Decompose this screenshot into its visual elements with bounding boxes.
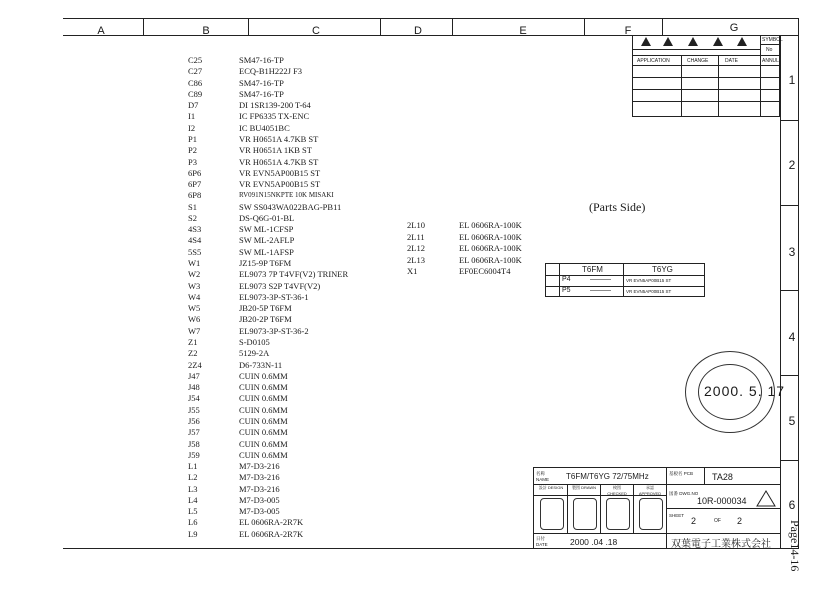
sheet-total: 2 — [737, 516, 743, 526]
part-ref: W2 — [188, 269, 201, 280]
column-header-c: C — [312, 25, 320, 37]
drawing-number-label: 図番 DWG.NO — [669, 491, 699, 496]
part-value: VR H0651A 4.7KB ST — [239, 156, 319, 167]
part-value: EF0EC6004T4 — [459, 266, 511, 277]
date-label: 日付 DATE — [536, 536, 548, 547]
variant-table — [545, 263, 705, 297]
part-ref: J55 — [188, 404, 200, 415]
column-header-b: B — [202, 25, 210, 37]
signature-seal-icon — [573, 498, 597, 530]
part-ref: P2 — [188, 145, 197, 156]
part-value: JB20-2P T6FM — [239, 314, 292, 325]
part-ref: P3 — [188, 156, 197, 167]
signature-seal-icon — [606, 498, 630, 530]
part-ref: L6 — [188, 517, 198, 528]
part-ref: 2Z4 — [188, 359, 202, 370]
column-header-a: A — [97, 25, 105, 37]
part-value: EL9073 S2P T4VF(V2) — [239, 280, 321, 291]
part-value: VR H0651A 1KB ST — [239, 145, 312, 156]
signature-seal-icon — [639, 498, 663, 530]
part-ref: 4S4 — [188, 235, 202, 246]
title-model-value: TA28 — [712, 472, 733, 482]
part-ref: 2L10 — [407, 220, 425, 230]
part-value: SW ML-2AFLP — [239, 235, 295, 246]
revision-triangle-icon — [688, 37, 698, 46]
revision-triangle-icon — [737, 37, 747, 46]
variant-row-t6fm: ——— — [590, 276, 611, 283]
part-ref: J54 — [188, 393, 200, 404]
part-ref: C27 — [188, 66, 203, 77]
part-ref: 4S3 — [188, 224, 202, 235]
part-ref: 2L11 — [407, 231, 425, 242]
part-value: M7-D3-216 — [239, 472, 280, 483]
part-value: VR EVN5AP00B15 ST — [239, 167, 321, 178]
variant-row-t6yg: VR EVN5AP00B15 ST — [626, 278, 672, 283]
part-ref: S2 — [188, 212, 197, 223]
revision-header-application: APPLICATION — [637, 58, 670, 64]
part-value: CUIN 0.6MM — [239, 382, 288, 393]
part-value: RV091N15NKPTE 10K MISAKI — [239, 191, 334, 200]
part-value: CUIN 0.6MM — [239, 449, 288, 460]
part-value: CUIN 0.6MM — [239, 415, 288, 426]
variant-header-t6yg: T6YG — [652, 265, 673, 274]
part-value: EL 0606RA-100K — [459, 220, 522, 230]
part-value: EL 0606RA-100K — [459, 254, 522, 265]
title-block — [533, 467, 780, 548]
part-ref: L4 — [188, 494, 198, 505]
part-value: CUIN 0.6MM — [239, 438, 288, 449]
part-ref: W3 — [188, 280, 201, 291]
company-name: 双葉電子工業株式会社 — [671, 539, 771, 550]
part-value: SW ML-1AFSP — [239, 246, 294, 257]
no-label: No — [766, 47, 773, 53]
part-value: EL 0606RA-100K — [459, 243, 522, 254]
part-value: DI 1SR139-200 T-64 — [239, 100, 311, 111]
part-value: CUIN 0.6MM — [239, 393, 288, 404]
part-ref: W5 — [188, 303, 201, 314]
column-header-e: E — [519, 25, 527, 37]
part-value: D6-733N-11 — [239, 359, 283, 370]
column-header-f: F — [624, 25, 632, 37]
date-value: 2000 .04 .18 — [570, 537, 618, 547]
part-value: SW SS043WA022BAG-PB11 — [239, 201, 342, 212]
part-value: EL 0606RA-2R7K — [239, 517, 304, 528]
part-ref: J56 — [188, 415, 200, 426]
part-ref: L1 — [188, 461, 198, 472]
part-value: VR H0651A 4.7KB ST — [239, 133, 319, 144]
approval-label-checked: 検図 CHECKED — [607, 485, 627, 496]
part-ref: J59 — [188, 449, 200, 460]
column-header-g: G — [729, 22, 739, 34]
part-value: EL9073-3P-ST-36-1 — [239, 291, 309, 302]
part-ref: Z2 — [188, 348, 198, 359]
revision-header-change: CHANGE — [687, 58, 709, 64]
sheet-of-label: OF — [714, 518, 721, 524]
symbol-label: SYMBOL — [762, 37, 783, 43]
revision-header-annul: ANNUL — [762, 58, 779, 64]
part-ref: L5 — [188, 506, 198, 517]
part-ref: X1 — [407, 266, 418, 277]
title-model-label: 基板名 PCB — [669, 471, 694, 476]
frame-right — [798, 18, 799, 549]
part-ref: L2 — [188, 472, 198, 483]
page-number: Page14-16 — [788, 520, 802, 572]
variant-row-ref: P5 — [562, 287, 571, 294]
part-value: JB20-5P T6FM — [239, 303, 292, 314]
part-ref: 6P6 — [188, 167, 202, 178]
part-value: EL 0606RA-100K — [459, 231, 522, 242]
revision-triangle-icon — [641, 37, 651, 46]
part-value: M7-D3-005 — [239, 506, 280, 517]
title-name-label: 名称 NAME — [536, 471, 550, 482]
row-header-6: 6 — [788, 498, 796, 512]
part-ref: S1 — [188, 201, 197, 212]
part-ref: J47 — [188, 370, 200, 381]
part-value: EL9073-3P-ST-36-2 — [239, 325, 309, 336]
part-ref: W4 — [188, 291, 201, 302]
variant-row-t6fm: ——— — [590, 287, 611, 294]
title-name-value: T6FM/T6YG 72/75MHz — [566, 472, 649, 481]
part-value: IC FP6335 TX-ENC — [239, 111, 310, 122]
part-value: CUIN 0.6MM — [239, 404, 288, 415]
part-value: M7-D3-216 — [239, 461, 280, 472]
approval-stamp — [685, 351, 786, 433]
row-header-4: 4 — [788, 330, 796, 344]
signature-seal-icon — [540, 498, 564, 530]
part-ref: W7 — [188, 325, 201, 336]
part-value: M7-D3-005 — [239, 494, 280, 505]
approval-label-drawn: 製図 DRAWN — [571, 485, 597, 490]
part-ref: Z1 — [188, 337, 198, 347]
part-value: JZ15-9P T6FM — [239, 258, 292, 269]
part-value: EL9073 7P T4VF(V2) TRINER — [239, 269, 349, 280]
part-ref: I2 — [188, 122, 196, 133]
part-value: ECQ-B1H222J F3 — [239, 66, 303, 77]
part-value: CUIN 0.6MM — [239, 370, 288, 381]
frame-top — [63, 18, 798, 19]
part-ref: L3 — [188, 483, 198, 494]
approval-label-approved: 承認 APPROVED — [638, 485, 662, 496]
part-value: S-D0105 — [239, 337, 270, 347]
part-ref: P1 — [188, 133, 197, 144]
part-ref: J58 — [188, 438, 200, 449]
part-value: IC BU4051BC — [239, 122, 290, 133]
variant-header-t6fm: T6FM — [582, 265, 603, 274]
part-ref: I1 — [188, 111, 196, 122]
part-value: SM47-16-TP — [239, 55, 284, 65]
part-ref: C89 — [188, 88, 203, 99]
part-value: DS-Q6G-01-BL — [239, 212, 295, 223]
row-header-1: 1 — [788, 73, 796, 87]
parts-side-label: (Parts Side) — [589, 200, 646, 214]
column-header-d: D — [414, 25, 422, 37]
frame-right-inner — [780, 35, 781, 548]
part-value: EL 0606RA-2R7K — [239, 528, 304, 539]
revision-triangle-icon — [663, 37, 673, 46]
part-ref: D7 — [188, 100, 199, 111]
sheet-value: 2 — [691, 516, 697, 526]
part-value: 5129-2A — [239, 348, 270, 359]
part-ref: 5S5 — [188, 246, 202, 257]
part-ref: W6 — [188, 314, 201, 325]
sheet-label: SHEET — [669, 513, 685, 518]
part-value: SM47-16-TP — [239, 88, 284, 99]
row-header-2: 2 — [788, 158, 796, 172]
part-value: CUIN 0.6MM — [239, 427, 288, 438]
part-value: M7-D3-216 — [239, 483, 280, 494]
row-header-3: 3 — [788, 245, 796, 259]
variant-row-t6yg: VR EVN5AP00B15 ST — [626, 289, 672, 294]
drawing-number-value: 10R-000034 — [697, 496, 747, 506]
part-ref: J48 — [188, 382, 200, 393]
part-ref: 6P8 — [188, 190, 202, 201]
revision-header-date: DATE — [725, 58, 738, 64]
part-ref: C86 — [188, 77, 203, 88]
stamp-date: 2000. 5. 17 — [704, 383, 786, 399]
variant-row-ref: P4 — [562, 276, 571, 283]
part-ref: L9 — [188, 528, 198, 539]
row-header-5: 5 — [788, 414, 796, 428]
part-ref: J57 — [188, 427, 200, 438]
part-ref: 2L13 — [407, 254, 425, 265]
approval-label-design: 設計 DESIGN — [538, 485, 564, 490]
part-ref: 2L12 — [407, 243, 425, 254]
part-ref: C25 — [188, 55, 203, 65]
part-value: SW ML-1CFSP — [239, 224, 294, 235]
part-value: SM47-16-TP — [239, 77, 284, 88]
part-value: VR EVN5AP00B15 ST — [239, 179, 321, 190]
part-ref: 6P7 — [188, 179, 202, 190]
revision-triangle-icon — [756, 490, 776, 507]
revision-triangle-icon — [713, 37, 723, 46]
part-ref: W1 — [188, 258, 201, 269]
revision-block — [632, 35, 783, 117]
